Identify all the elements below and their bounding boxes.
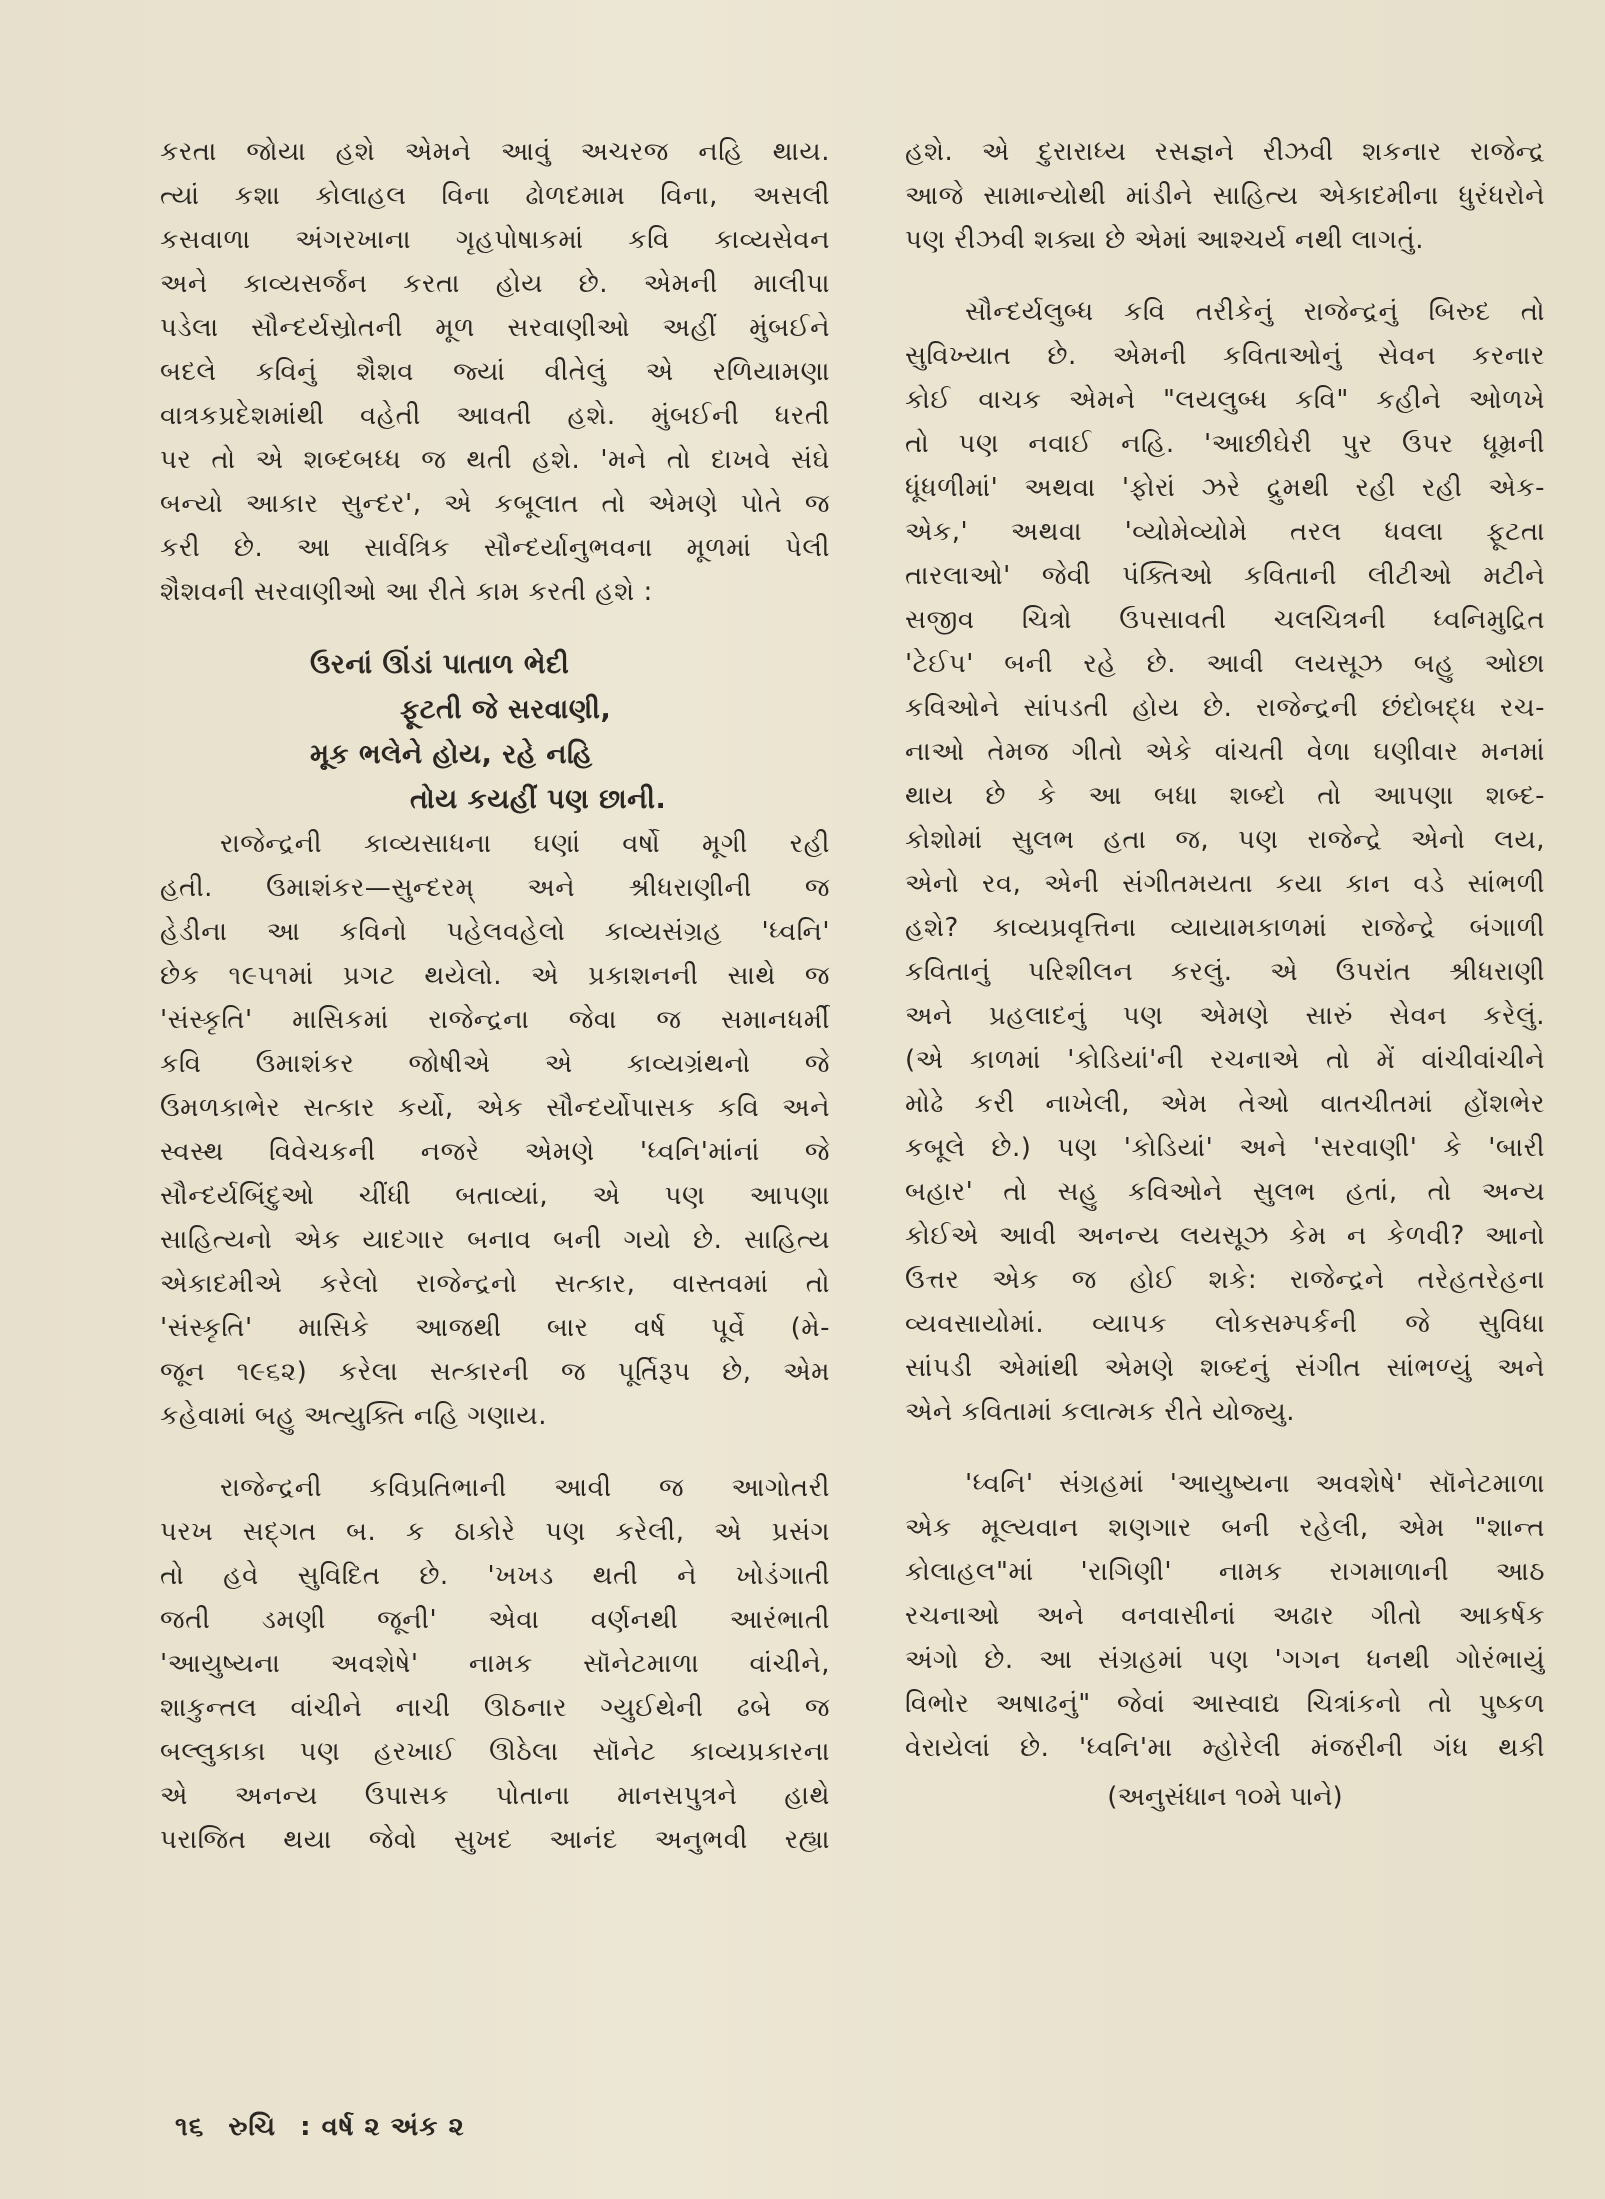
paragraph-2 [160,822,830,1438]
paragraph-6 [905,1462,1545,1770]
text-line: સૌન્દર્યલુબ્ધ કવિ તરીકેનું રાજેન્દ્રનું બિરુદ તો [965,297,1545,327]
text-line: રચનાઓ અને વનવાસીનાં અઢાર ગીતો આકર્ષક [905,1601,1545,1631]
text-line: એને કવિતામાં કલાત્મક રીતે યોજ્યુ. [905,1397,1296,1427]
left-column [160,130,830,1862]
text-line: કવિઓને સાંપડતી હોય છે. રાજેન્દ્રની છંદોબદ્ધ રચ- [905,693,1545,723]
text-line: બહાર' તો સહુ કવિઓને સુલભ હતાં, તો અન્ય [905,1177,1545,1207]
text-line: પણ રીઝવી શક્યા છે એમાં આશ્ચર્ય નથી લાગતું. [905,225,1425,255]
paragraph-3 [160,1466,830,1862]
text-line: રાજેન્દ્રની કવિપ્રતિભાની આવી જ આગોતરી [220,1473,830,1503]
text-line: જૂન ૧૯૬૨) કરેલા સત્કારની જ પૂર્તિરૂપ છે, એમ [160,1357,830,1387]
text-line: વેરાયેલાં છે. 'ધ્વનિ'મા મ્હોરેલી મંજરીની ગંધ થકી [905,1733,1545,1763]
text-line: એકાદમીએ કરેલો રાજેન્દ્રનો સત્કાર, વાસ્તવમાં તો [160,1269,830,1299]
text-line: 'સંસ્કૃતિ' માસિકમાં રાજેન્દ્રના જેવા જ સમાનધર્મી [160,1005,830,1035]
paragraph-1 [160,130,830,614]
text-line: કોઈએ આવી અનન્ય લયસૂઝ કેમ ન કેળવી? આનો [905,1221,1545,1251]
text-line: એક મૂલ્યવાન શણગાર બની રહેલી, એમ "શાન્ત [905,1513,1545,1543]
poem-line: ફૂટતી જે સરવાણી, [400,694,612,725]
text-line: જતી ડમણી જૂની' એવા વર્ણનથી આરંભાતી [160,1605,830,1635]
text-line: હતી. ઉમાશંકર—સુન્દરમ્ અને શ્રીધરાણીની જ [160,873,830,903]
text-line: સાહિત્યનો એક યાદગાર બનાવ બની ગયો છે. સાહિત્ય [160,1225,830,1255]
text-line: કરતા જોયા હશે એમને આવું અચરજ નહિ થાય. [160,137,830,167]
text-line: (એ કાળમાં 'કોડિયાં'ની રચનાએ તો મેં વાંચીવાંચીને [905,1045,1545,1075]
text-line: 'આયુષ્યના અવશેષે' નામક સૉનેટમાળા વાંચીને, [160,1649,830,1679]
text-line: કસવાળા અંગરખાના ગૃહપોષાકમાં કવિ કાવ્યસેવન [160,225,830,255]
text-line: કરી છે. આ સાર્વત્રિક સૌન્દર્યાનુભવના મૂળમાં પેલી [160,533,830,563]
paragraph-5 [905,290,1545,1434]
text-line: હેડીના આ કવિનો પહેલવહેલો કાવ્યસંગ્રહ 'ધ્વનિ' [160,917,830,947]
page-footer [175,2112,479,2143]
text-line: પર તો એ શબ્દબધ્ધ જ થતી હશે. 'મને તો દાખવે સંઘે [160,445,830,475]
paragraph-4 [905,130,1545,262]
text-line: કવિ ઉમાશંકર જોષીએ એ કાવ્યગ્રંથનો જે [160,1049,830,1079]
text-line: તારલાઓ' જેવી પંક્તિઓ કવિતાની લીટીઓ મટીને [905,561,1545,591]
text-line: અને કાવ્યસર્જન કરતા હોય છે. એમની માલીપા [160,269,830,299]
text-line: કોઈ વાચક એમને "લયલુબ્ધ કવિ" કહીને ઓળખે [905,385,1545,415]
text-line: સૌન્દર્યબિંદુઓ ચીંધી બતાવ્યાં, એ પણ આપણા [160,1181,830,1211]
text-line: તો પણ નવાઈ નહિ. 'આછીઘેરી પુર ઉપર ધૂમ્રની [905,429,1545,459]
text-line: સ્વસ્થ વિવેચકની નજરે એમણે 'ધ્વનિ'માંનાં જે [160,1137,830,1167]
text-line: સુવિખ્યાત છે. એમની કવિતાઓનું સેવન કરનાર [905,341,1545,371]
text-line: કબૂલે છે.) પણ 'કોડિયાં' અને 'સરવાણી' કે 'બારી [905,1133,1545,1163]
issue-info: : વર્ષ ૨ અંક ૨ [300,2112,465,2142]
text-line: નાઓ તેમજ ગીતો એકે વાંચતી વેળા ઘણીવાર મનમાં [905,737,1545,767]
text-line: હશે? કાવ્યપ્રવૃત્તિના વ્યાયામકાળમાં રાજેન્દ્રે બંગાળી [905,913,1545,943]
text-line: સાંપડી એમાંથી એમણે શબ્દનું સંગીત સાંભળ્યું અને [905,1353,1545,1383]
text-line: કોલાહલ"માં 'રાગિણી' નામક રાગમાળાની આઠ [905,1557,1545,1587]
text-line: મોઢે કરી નાખેલી, એમ તેઓ વાતચીતમાં હોંશભેર [905,1089,1545,1119]
text-line: કોશોમાં સુલભ હતા જ, પણ રાજેન્દ્રે એનો લય, [905,825,1545,855]
text-line: ઉત્તર એક જ હોઈ શકે: રાજેન્દ્રને તરેહતરેહના [905,1265,1545,1295]
text-line: પડેલા સૌન્દર્યસ્રોતની મૂળ સરવાણીઓ અહીં મુંબઈને [160,313,830,343]
text-line: અને પ્રહલાદનું પણ એમણે સારું સેવન કરેલું. [905,1001,1545,1031]
text-line: બદલે કવિનું શૈશવ જ્યાં વીતેલું એ રળિયામણા [160,357,830,387]
text-line: છેક ૧૯૫૧માં પ્રગટ થયેલો. એ પ્રકાશનની સાથે જ [160,961,830,991]
text-line: વ્યવસાયોમાં. વ્યાપક લોકસમ્પર્કની જે સુવિધા [905,1309,1545,1339]
right-column [905,130,1545,1813]
magazine-name: રુચિ [228,2112,277,2142]
text-line: શૈશવની સરવાણીઓ આ રીતે કામ કરતી હશે : [160,577,653,607]
text-line: તો હવે સુવિદિત છે. 'ખખડ થતી ને ખોડંગાતી [160,1561,830,1591]
text-line: ધૂંધળીમાં' અથવા 'ફોરાં ઝરે દ્રુમથી રહી રહી એક- [905,473,1545,503]
continued-note: (અનુસંધાન ૧૦મે પાને) [1107,1782,1343,1812]
poem-line: મૂક ભલેને હોય, રહે નહિ [310,739,593,770]
text-line: બલ્લુકાકા પણ હરખાઈ ઊઠેલા સૉનેટ કાવ્યપ્રકારના [160,1737,830,1767]
poem-quote [160,642,830,822]
text-line: વિભોર અષાઢનું" જેવાં આસ્વાદ્ય ચિત્રાંકનો તો પુષ્કળ [905,1689,1545,1719]
text-line: થાય છે કે આ બધા શબ્દો તો આપણા શબ્દ- [905,781,1545,811]
poem-line: તોય કયહીં પણ છાની. [410,784,667,815]
text-line: અંગો છે. આ સંગ્રહમાં પણ 'ગગન ધનથી ગોરંભાયું [905,1645,1545,1675]
poem-line: ઉરનાં ઊંડાં પાતાળ ભેદી [310,649,570,680]
text-line: હશે. એ દુરારાધ્ય રસજ્ઞને રીઝવી શકનાર રાજેન્દ્ર [905,137,1545,167]
text-line: પરાજિત થયા જેવો સુખદ આનંદ અનુભવી રહ્યા [160,1825,830,1855]
text-line: કહેવામાં બહુ અત્યુક્તિ નહિ ગણાય. [160,1401,547,1431]
text-line: એ અનન્ય ઉપાસક પોતાના માનસપુત્રને હાથે [160,1781,830,1811]
text-line: 'સંસ્કૃતિ' માસિકે આજથી બાર વર્ષ પૂર્વે (મે- [160,1313,830,1343]
text-line: પરખ સદ્ગત બ. ક ઠાકોરે પણ કરેલી, એ પ્રસંગ [160,1517,830,1547]
text-line: ઉમળકાભેર સત્કાર કર્યો, એક સૌન્દર્યોપાસક કવિ અને [160,1093,830,1123]
text-line: 'ધ્વનિ' સંગ્રહમાં 'આયુષ્યના અવશેષે' સૉનેટમાળા [965,1469,1545,1499]
text-line: કવિતાનું પરિશીલન કરલું. એ ઉપરાંત શ્રીધરાણી [905,957,1545,987]
text-line: એનો રવ, એની સંગીતમયતા કયા કાન વડે સાંભળી [905,869,1545,899]
text-line: બન્યો આકાર સુન્દર', એ કબૂલાત તો એમણે પોતે જ [160,489,830,519]
text-line: ત્યાં કશા કોલાહલ વિના ઢોળદમામ વિના, અસલી [160,181,830,211]
text-line: સજીવ ચિત્રો ઉપસાવતી ચલચિત્રની ધ્વનિમુદ્રિત [905,605,1545,635]
text-line: વાત્રકપ્રદેશમાંથી વહેતી આવતી હશે. મુંબઈની ધરતી [160,401,830,431]
text-line: આજે સામાન્યોથી માંડીને સાહિત્ય એકાદમીના ધુરંધરોને [905,181,1545,211]
text-line: રાજેન્દ્રની કાવ્યસાધના ઘણાં વર્ષો મૂગી રહી [220,829,830,859]
text-line: શાકુન્તલ વાંચીને નાચી ઊઠનાર ગ્યુઈથેની ઢબે જ [160,1693,830,1723]
text-line: 'ટેઈપ' બની રહે છે. આવી લયસૂઝ બહુ ઓછા [905,649,1545,679]
page-number: ૧૬ [175,2112,205,2142]
text-line: એક,' અથવા 'વ્યોમેવ્યોમે તરલ ધવલા ફૂટતા [905,517,1545,547]
